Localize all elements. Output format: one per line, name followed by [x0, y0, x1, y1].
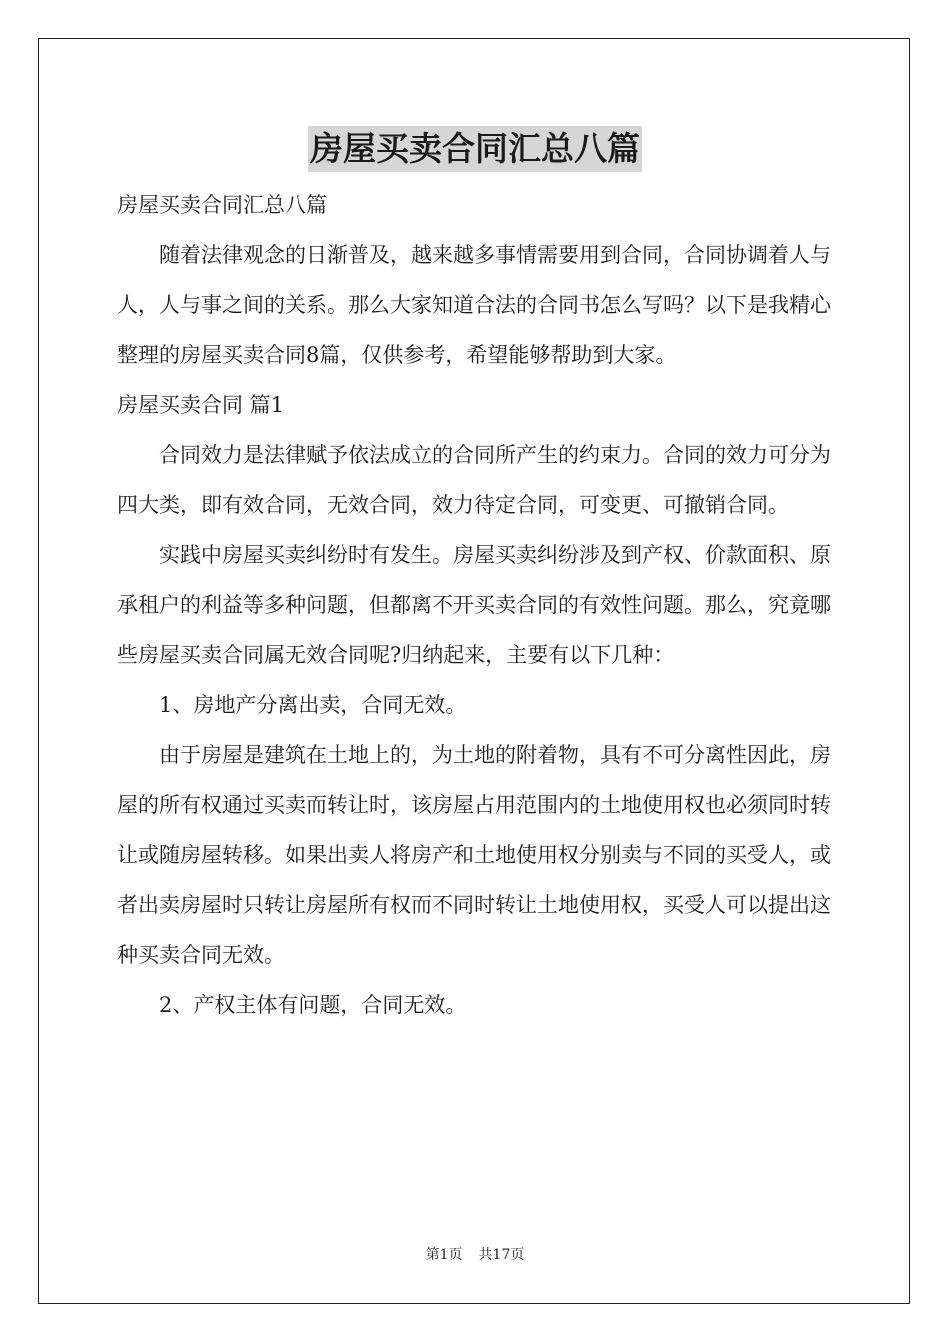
body-paragraph: 实践中房屋买卖纠纷时有发生。房屋买卖纠纷涉及到产权、价款面积、原承租户的利益等多种问题，但都离不开买卖合同的有效性问题。那么，究竟哪些房屋买卖合同属无效合同呢?归纳起来，主要有以下几种：: [117, 543, 831, 667]
subtitle-line: 房屋买卖合同汇总八篇: [117, 193, 327, 217]
page-footer: [0, 1244, 950, 1264]
intro-paragraph: 随着法律观念的日渐普及，越来越多事情需要用到合同，合同协调着人与人，人与事之间的关系。那么大家知道合法的合同书怎么写吗？以下是我精心整理的房屋买卖合同8篇，仅供参考，希望能够帮助到大家。: [117, 243, 831, 367]
page-total: 共17页: [478, 1247, 525, 1263]
page-number: 第1页: [425, 1247, 463, 1263]
document-body: [117, 180, 835, 1030]
document-title: 房屋买卖合同汇总八篇: [308, 126, 642, 172]
list-item: 1、房地产分离出卖，合同无效。: [159, 693, 467, 717]
body-paragraph: 合同效力是法律赋予依法成立的合同所产生的约束力。合同的效力可分为四大类，即有效合同，无效合同，效力待定合同，可变更、可撤销合同。: [117, 443, 831, 517]
list-item: 2、产权主体有问题，合同无效。: [159, 993, 467, 1017]
section-heading: 房屋买卖合同 篇1: [117, 393, 285, 417]
title-container: [0, 126, 950, 172]
body-paragraph: 由于房屋是建筑在土地上的，为土地的附着物，具有不可分离性因此，房屋的所有权通过买卖而转让时，该房屋占用范围内的土地使用权也必须同时转让或随房屋转移。如果出卖人将房产和土地使用权分别卖与不同的买受人，或者出卖房屋时只转让房屋所有权而不同时转让土地使用权，买受人可以提出这种买卖合同无效。: [117, 743, 831, 967]
